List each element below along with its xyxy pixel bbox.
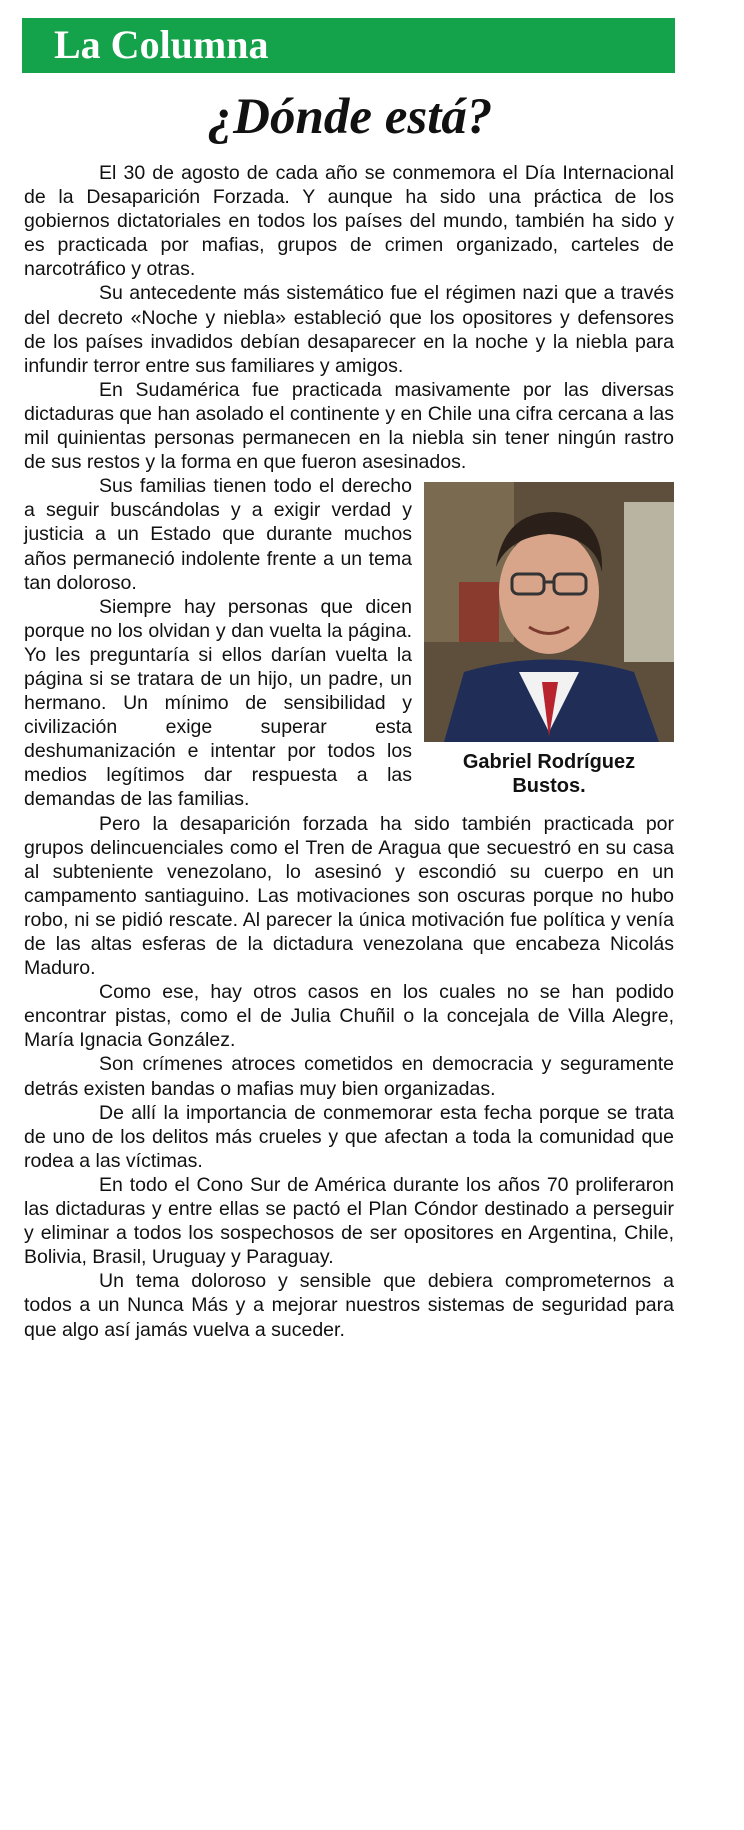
paragraph-9: De allí la importancia de conmemorar esta fecha porque se trata de uno de los delitos más crueles y que afectan a toda la comunidad que rodea a las víctimas. — [24, 1101, 674, 1172]
paragraph-8: Son crímenes atroces cometidos en democracia y seguramente detrás existen bandas o mafias muy bien organizadas. — [24, 1053, 674, 1100]
paragraph-2: Su antecedente más sistemático fue el régimen nazi que a través del decreto «Noche y niebla» estableció que los opositores y defensores de los países invadidos debían desaparecer en la noche y la niebla para infundir terror entre sus familiares y amigos. — [24, 282, 674, 377]
paragraph-1: El 30 de agosto de cada año se conmemora el Día Internacional de la Desaparición Forzada. Y aunque ha sido una práctica de los gobiernos dictatoriales en todos los países del mundo, también ha sido y es practicada por mafias, grupos de crimen organizado, carteles de narcotráfico y otras. — [24, 162, 674, 281]
paragraph-11: Un tema doloroso y sensible que debiera comprometernos a todos a un Nunca Más y a mejorar nuestros sistemas de seguridad para que algo así jamás vuelva a suceder. — [24, 1270, 674, 1341]
author-portrait-image — [424, 482, 674, 742]
paragraph-7: Como ese, hay otros casos en los cuales no se han podido encontrar pistas, como el de Julia Chuñil o la concejala de Villa Alegre, María Ignacia González. — [24, 981, 674, 1052]
paragraph-10: En todo el Cono Sur de América durante los años 70 proliferaron las dictaduras y entre ellas se pactó el Plan Cóndor destinado a perseguir y eliminar a todos los sospechosos de ser opositores en Argentina, Chile, Bolivia, Brasil, Uruguay y Paraguay. — [24, 1173, 674, 1269]
article-body — [24, 161, 674, 1342]
section-title: La Columna — [54, 22, 269, 67]
headline: ¿Dónde está? — [207, 89, 493, 145]
author-caption: Gabriel Rodríguez Bustos. — [462, 751, 636, 798]
paragraph-4: Sus familias tienen todo el derecho a seguir buscándolas y a exigir verdad y justicia a un Estado que durante muchos años permaneció indolente frente a un tema tan doloroso. — [24, 475, 412, 594]
paragraph-3: En Sudamérica fue practicada masivamente por las diversas dictaduras que han asolado el continente y en Chile una cifra cercana a las mil quinientas personas permanecen en la niebla sin tener ningún rastro de sus restos y la forma en que fueron asesinados. — [24, 378, 674, 474]
paragraph-6: Pero la desaparición forzada ha sido también practicada por grupos delincuenciales como el Tren de Aragua que secuestró en su casa al subteniente venezolano, lo asesinó y escondió su cuerpo en un campamento santiaguino. Las motivaciones son oscuras porque no hubo robo, ni se pidió rescate. Al parecer la única motivación fue política y venía de las altas esferas de la dictadura venezolana que encabeza Nicolás Maduro. — [24, 812, 674, 980]
author-photo-block — [424, 474, 674, 809]
section-banner — [22, 18, 675, 73]
paragraph-5: Siempre hay personas que dicen porque no los olvidan y dan vuelta la página. Yo les preguntaría si ellos darían vuelta la página si se tratara de un hijo, un padre, un hermano. Un mínimo de sensibilidad y civilización exige superar esta deshumanización e intentar por todos los medios legítimos dar respuesta a las demandas de las familias. — [24, 595, 412, 811]
author-photo — [424, 482, 674, 742]
